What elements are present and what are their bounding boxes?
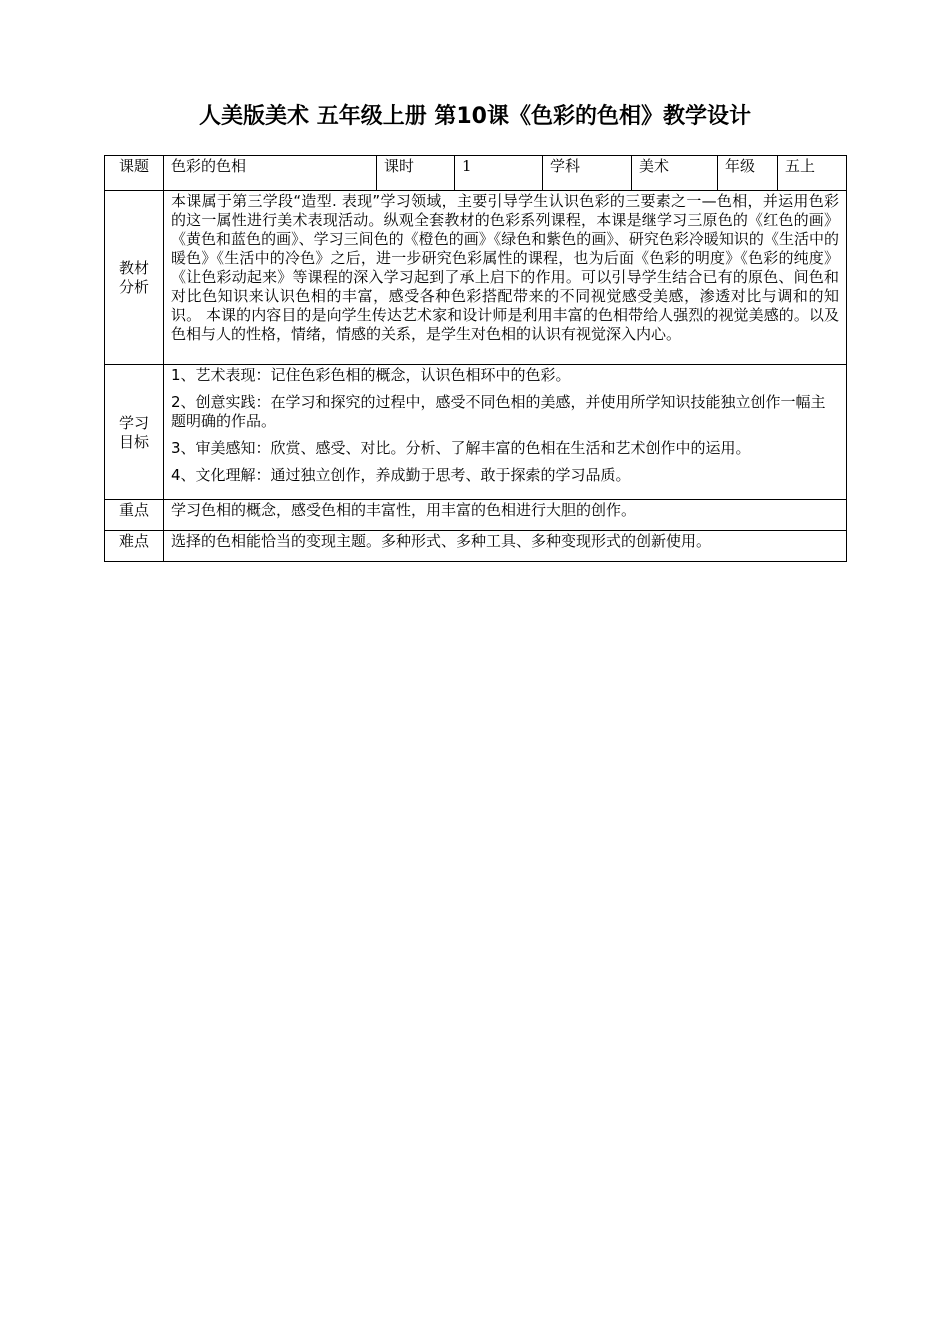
table-row-analysis bbox=[105, 191, 847, 365]
goal-item: 3、审美感知：欣赏、感受、对比。分析、了解丰富的色相在生活和艺术创作中的运用。 bbox=[171, 439, 751, 457]
goal-item: 4、文化理解：通过独立创作，养成勤于思考、敢于探索的学习品质。 bbox=[171, 466, 631, 484]
key-point-text: 学习色相的概念，感受色相的丰富性，用丰富的色相进行大胆的创作。 bbox=[164, 500, 847, 531]
hours-label: 课时 bbox=[377, 156, 455, 191]
difficulty-text: 选择的色相能恰当的变现主题。多种形式、多种工具、多种变现形式的创新使用。 bbox=[164, 531, 847, 562]
goals-list bbox=[164, 365, 847, 500]
subject-label: 学科 bbox=[543, 156, 632, 191]
analysis-label-text: 教材分析 bbox=[118, 259, 149, 296]
goal-item: 2、创意实践：在学习和探究的过程中，感受不同色相的美感，并使用所学知识技能独立创作一幅主题明确的作品。 bbox=[171, 393, 826, 430]
table-row-key-point bbox=[105, 500, 847, 531]
analysis-text: 本课属于第三学段“造型. 表现”学习领域，主要引导学生认识色彩的三要素之一—色相，并运用色彩的这一属性进行美术表现活动。纵观全套教材的色彩系列课程，本课是继学习三原色的《红色的画》《黄色和蓝色的画》、学习三间色的《橙色的画》《绿色和紫色的画》、研究色彩冷暖知识的《生活中的暖色》《生活中的冷色》之后，进一步研究色彩属性的课程，也为后面《色彩的明度》《色彩的纯度》《让色彩动起来》等课程的深入学习起到了承上启下的作用。可以引导学生结合已有的原色、间色和对比色知识来认识色相的丰富，感受各种色彩搭配带来的不同视觉感受美感，渗透对比与调和的知识。 本课的内容目的是向学生传达艺术家和设计师是利用丰富的色相带给人强烈的视觉美感的。以及色相与人的性格，情绪，情感的关系，是学生对色相的认识有视觉深入内心。 bbox=[164, 191, 847, 365]
goals-label bbox=[105, 365, 164, 500]
grade-value: 五上 bbox=[778, 156, 847, 191]
topic-label: 课题 bbox=[105, 156, 164, 191]
grade-label: 年级 bbox=[718, 156, 778, 191]
table-row-difficulty bbox=[105, 531, 847, 562]
lesson-plan-table bbox=[104, 155, 847, 562]
subject-value: 美术 bbox=[632, 156, 718, 191]
document-title: 人美版美术 五年级上册 第10课《色彩的色相》教学设计 bbox=[199, 104, 751, 129]
hours-value: 1 bbox=[455, 156, 543, 191]
goals-label-text: 学习目标 bbox=[118, 413, 149, 451]
table-row-header bbox=[105, 156, 847, 191]
topic-value: 色彩的色相 bbox=[164, 156, 377, 191]
analysis-label bbox=[105, 191, 164, 365]
table-row-goals bbox=[105, 365, 847, 500]
key-point-label: 重点 bbox=[105, 500, 164, 531]
difficulty-label: 难点 bbox=[105, 531, 164, 562]
goal-item: 1、艺术表现：记住色彩色相的概念，认识色相环中的色彩。 bbox=[171, 366, 571, 384]
